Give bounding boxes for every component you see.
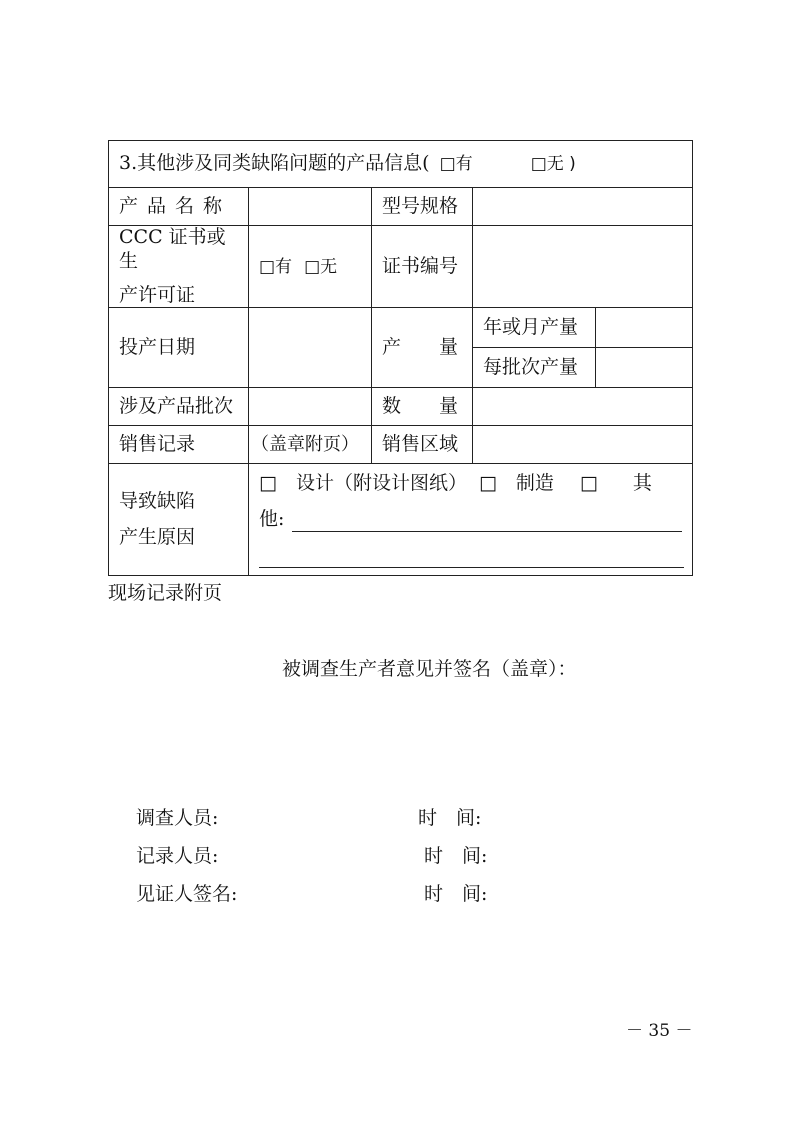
product-info-table: [108, 140, 693, 576]
recorder-label: 记录人员:: [136, 845, 219, 867]
other-suffix: 他:: [259, 508, 285, 530]
batch-output-label: 每批次产量: [473, 348, 596, 388]
section-title: 3.其他涉及同类缺陷问题的产品信息(: [119, 152, 430, 175]
batches-value[interactable]: [249, 388, 372, 426]
annual-output-value[interactable]: [596, 308, 693, 348]
model-spec-label: 型号规格: [372, 188, 473, 226]
stamp-attached-note: （盖章附页）: [249, 426, 372, 464]
ccc-none-checkbox[interactable]: □无: [304, 256, 338, 277]
cause-label-line1: 导致缺陷: [119, 490, 196, 512]
ccc-has-checkbox[interactable]: □有: [259, 256, 293, 277]
onsite-attachment-label: 现场记录附页: [108, 582, 223, 604]
witness-label: 见证人签名:: [136, 883, 238, 905]
investigator-time-label: 时 间:: [418, 807, 482, 829]
ccc-label-line2: 产许可证: [119, 283, 196, 306]
none-checkbox[interactable]: □无 ): [530, 154, 576, 175]
investigator-label: 调查人员:: [136, 807, 219, 829]
start-date-value[interactable]: [249, 308, 372, 388]
batches-row: [109, 388, 693, 426]
model-spec-value[interactable]: [473, 188, 693, 226]
cert-no-label: 证书编号: [372, 226, 473, 308]
output-label: 产 量: [372, 308, 473, 388]
design-checkbox[interactable]: □ 设计（附设计图纸）: [259, 472, 467, 495]
other-line: [259, 508, 682, 532]
ccc-label: [109, 226, 249, 308]
sales-area-label: 销售区域: [372, 426, 473, 464]
cause-label: [109, 464, 249, 576]
annual-output-label: 年或月产量: [473, 308, 596, 348]
sales-area-value[interactable]: [473, 426, 693, 464]
cert-no-value[interactable]: [473, 226, 693, 308]
page-number: － 35 －: [626, 1021, 693, 1041]
product-name-row: [109, 188, 693, 226]
cause-row: [109, 464, 693, 576]
cause-label-line2: 产生原因: [119, 525, 196, 548]
batch-output-value[interactable]: [596, 348, 693, 388]
recorder-time-label: 时 间:: [424, 845, 488, 867]
ccc-row: [109, 226, 693, 308]
other-input-line[interactable]: [292, 513, 682, 532]
ccc-label-line1: CCC 证书或生: [119, 226, 226, 272]
product-name-value[interactable]: [249, 188, 372, 226]
cause-options-cell: [249, 464, 693, 576]
manufacture-checkbox[interactable]: □ 制造: [478, 472, 554, 495]
witness-time-label: 时 间:: [424, 883, 488, 905]
quantity-label: 数 量: [372, 388, 473, 426]
other-input-line-2[interactable]: [259, 566, 684, 568]
has-checkbox[interactable]: □有: [439, 154, 473, 175]
start-date-row-1: [109, 308, 693, 348]
cause-options: [259, 472, 682, 496]
quantity-value[interactable]: [473, 388, 693, 426]
producer-opinion-label: 被调查生产者意见并签名（盖章）：: [282, 658, 577, 680]
section-title-cell: [109, 141, 693, 188]
start-date-label: 投产日期: [109, 308, 249, 388]
other-checkbox[interactable]: □ 其: [579, 472, 660, 495]
sales-record-label: 销售记录: [109, 426, 249, 464]
batches-label: 涉及产品批次: [109, 388, 249, 426]
ccc-options: [249, 226, 372, 308]
sales-row: [109, 426, 693, 464]
section-header-row: [109, 141, 693, 188]
product-name-label: 产品名称: [109, 188, 249, 226]
